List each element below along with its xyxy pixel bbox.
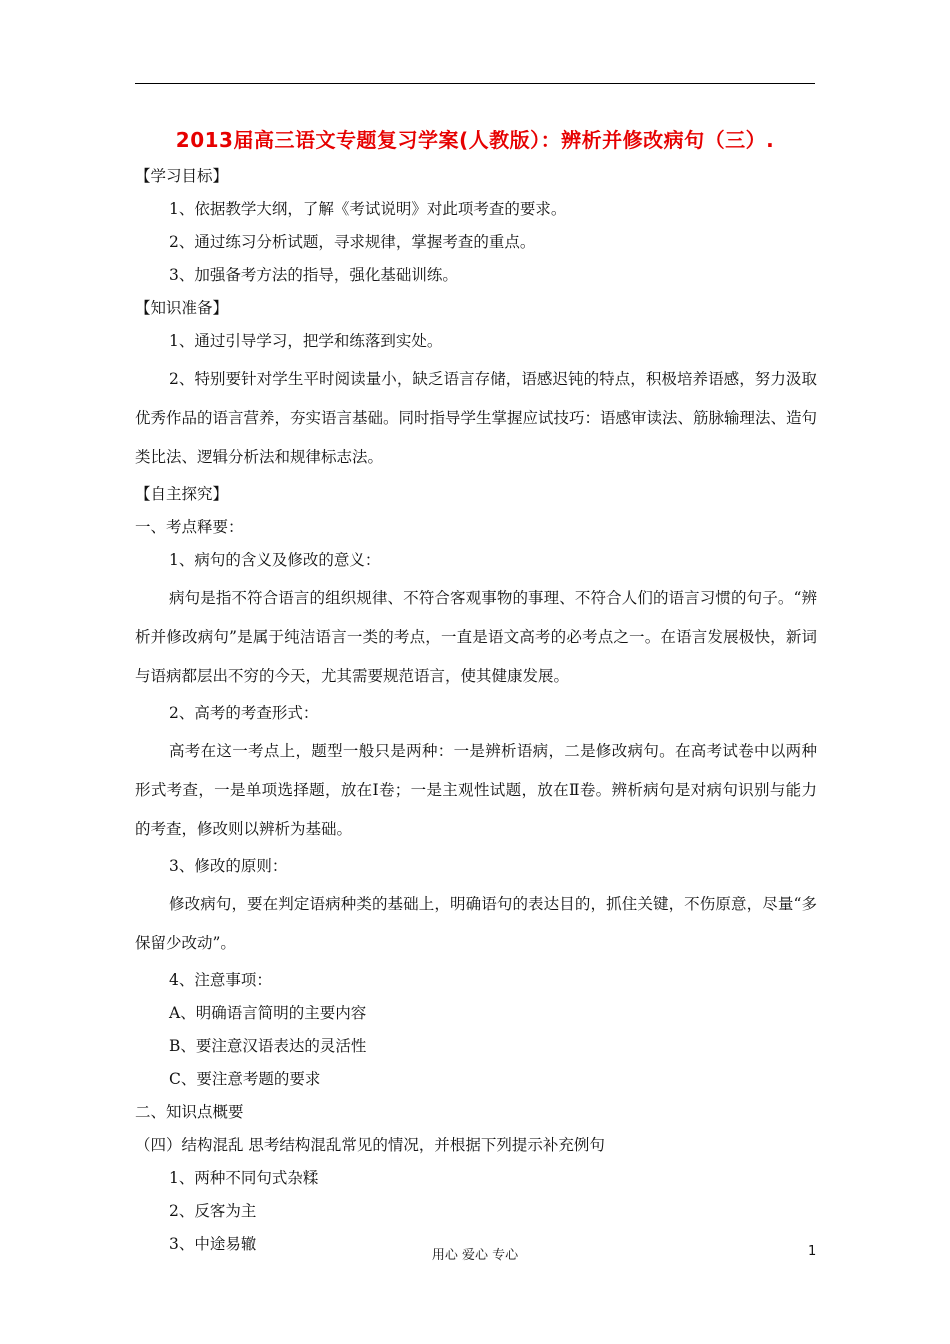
- part-heading: 二、知识点概要: [135, 1103, 244, 1121]
- note-item: C、要注意考题的要求: [169, 1070, 321, 1088]
- section-heading-exploration: 【自主探究】: [135, 485, 229, 503]
- page-number: 1: [808, 1244, 817, 1259]
- page-footer: 用心 爱心 专心: [431, 1248, 519, 1263]
- document-body: [135, 160, 817, 1261]
- objective-item: 3、加强备考方法的指导，强化基础训练。: [169, 266, 458, 284]
- preparation-paragraph: 2、特别要针对学生平时阅读量小，缺乏语言存储，语感迟钝的特点，积极培养语感，努力汲取优秀作品的语言营养，夯实语言基础。同时指导学生掌握应试技巧：语感审读法、筋脉输理法、造句类比法、逻辑分析法和规律标志法。: [135, 370, 818, 466]
- section-heading-objectives: 【学习目标】: [135, 167, 229, 185]
- subheading: 3、修改的原则：: [169, 857, 288, 875]
- case-item: 2、反客为主: [169, 1202, 257, 1220]
- note-item: B、要注意汉语表达的灵活性: [169, 1037, 367, 1055]
- body-paragraph: 修改病句，要在判定语病种类的基础上，明确语句的表达目的，抓住关键，不伤原意，尽量“多保留少改动”。: [135, 895, 817, 952]
- subheading: 2、高考的考查形式：: [169, 704, 319, 722]
- document-title: 2013届高三语文专题复习学案(人教版）：辨析并修改病句（三）.: [175, 128, 775, 152]
- header-rule: [135, 83, 815, 84]
- objective-item: 1、依据教学大纲，了解《考试说明》对此项考查的要求。: [169, 200, 567, 218]
- subheading: 1、病句的含义及修改的意义：: [169, 551, 381, 569]
- case-item: 3、中途易辙: [169, 1235, 257, 1253]
- part-heading: 一、考点释要：: [135, 518, 244, 536]
- body-paragraph: 病句是指不符合语言的组织规律、不符合客观事物的事理、不符合人们的语言习惯的句子。“辨析并修改病句”是属于纯洁语言一类的考点，一直是语文高考的必考点之一。在语言发展极快，新词与语病都层出不穷的今天，尤其需要规范语言，使其健康发展。: [135, 589, 817, 685]
- note-item: A、明确语言简明的主要内容: [169, 1004, 367, 1022]
- preparation-item: 1、通过引导学习，把学和练落到实处。: [169, 332, 443, 350]
- subheading: 4、注意事项：: [169, 971, 272, 989]
- section-heading-preparation: 【知识准备】: [135, 299, 229, 317]
- body-paragraph: 高考在这一考点上，题型一般只是两种：一是辨析语病，二是修改病句。在高考试卷中以两种形式考查，一是单项选择题，放在Ⅰ卷；一是主观性试题，放在Ⅱ卷。辨析病句是对病句识别与能力的考查，修改则以辨析为基础。: [135, 742, 817, 838]
- part-subheading: （四）结构混乱 思考结构混乱常见的情况，并根据下列提示补充例句: [135, 1136, 605, 1154]
- case-item: 1、两种不同句式杂糅: [169, 1169, 319, 1187]
- objective-item: 2、通过练习分析试题，寻求规律，掌握考查的重点。: [169, 233, 536, 251]
